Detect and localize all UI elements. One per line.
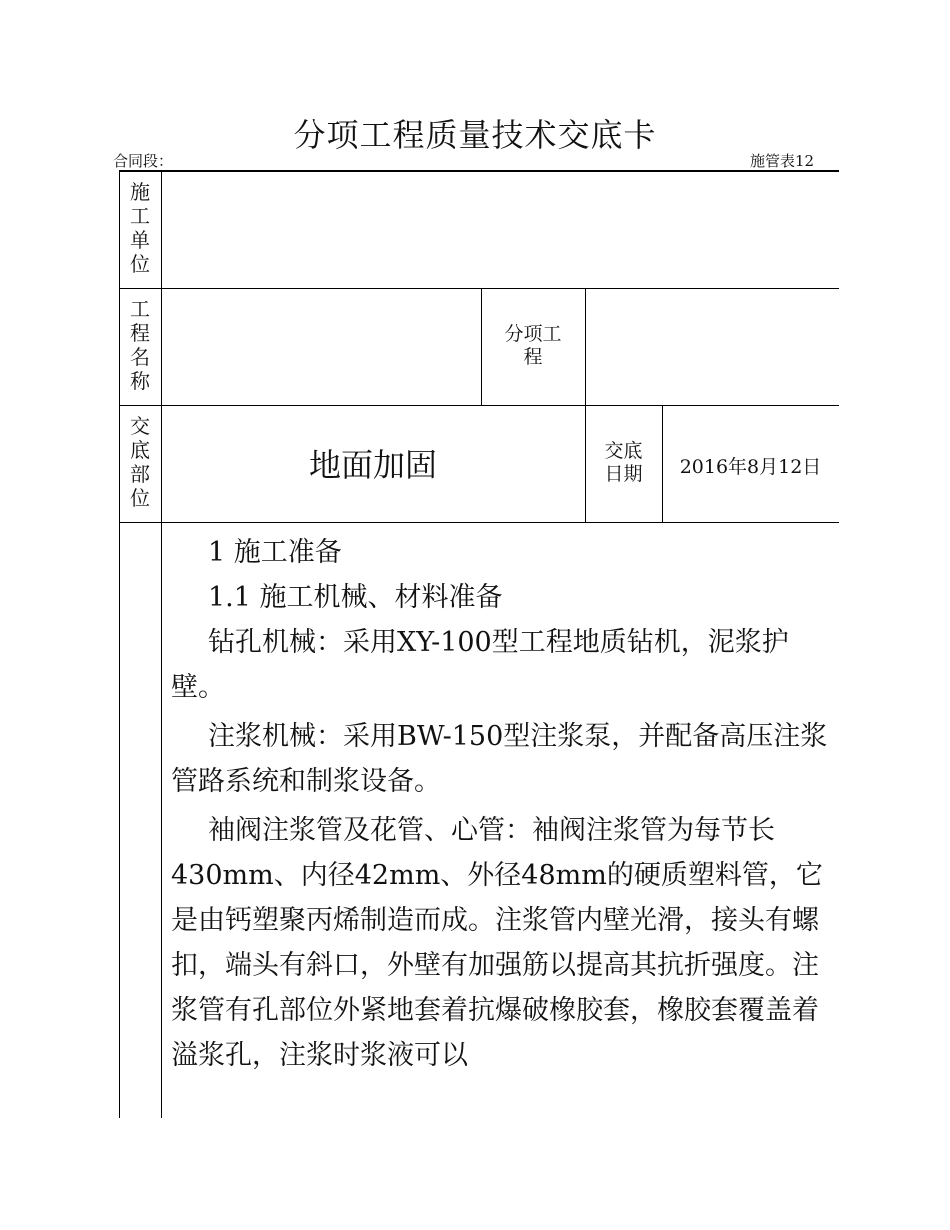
disclosure-content — [171, 530, 839, 1078]
date-label: 交底 日期 — [604, 440, 643, 485]
content-paragraph: 袖阀注浆管及花管、心管：袖阀注浆管为每节长430mm、内径42mm、外径48mm的硬质塑料管，它是由钙塑聚丙烯制造而成。注浆管内壁光滑，接头有螺扣，端头有斜口，外壁有加强筋以提高其抗折强度。注浆管有孔部位外紧地套着抗爆破橡胶套，橡胶套覆盖着溢浆孔，注浆时浆液可以 — [171, 815, 823, 1071]
label-column-divider — [161, 170, 162, 1118]
table-top-border — [119, 170, 839, 172]
sub-project-divider-right — [585, 288, 586, 522]
document-title: 分项工程质量技术交底卡 — [293, 116, 657, 154]
row-divider-3 — [119, 522, 839, 523]
project-name-label: 工 程 名 称 — [130, 297, 150, 393]
sub-project-label: 分项工 程 — [504, 323, 562, 368]
location-value: 地面加固 — [308, 446, 437, 484]
row-divider-1 — [119, 288, 839, 289]
row-divider-2 — [119, 405, 839, 406]
location-label: 交 底 部 位 — [130, 414, 150, 510]
content-paragraph: 1.1 施工机械、材料准备 — [208, 582, 503, 613]
contract-label: 合同段： — [113, 152, 174, 170]
content-paragraph: 1 施工准备 — [208, 537, 342, 568]
content-paragraph: 注浆机械：采用BW-150型注浆泵，并配备高压注浆管路系统和制浆设备。 — [171, 721, 828, 797]
content-paragraph: 钻孔机械：采用XY-100型工程地质钻机，泥浆护壁。 — [171, 627, 789, 703]
construction-unit-label: 施 工 单 位 — [130, 180, 150, 276]
form-number: 施管表12 — [750, 152, 815, 170]
date-value: 2016年8月12日 — [679, 456, 822, 478]
